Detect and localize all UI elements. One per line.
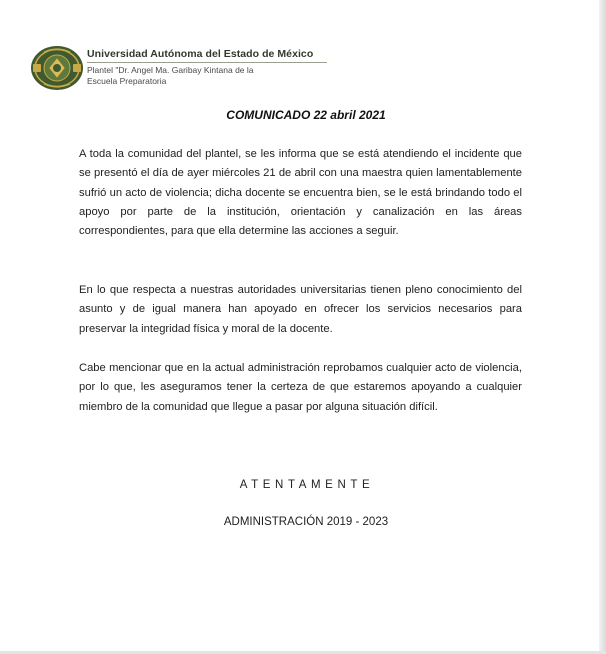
closing-salutation: ATENTAMENTE [239, 479, 375, 491]
page-edge-shadow [599, 0, 606, 654]
plantel-line-1: Plantel "Dr. Angel Ma. Garibay Kintana de la [87, 65, 254, 75]
signature-administration: ADMINISTRACIÓN 2019 - 2023 [223, 516, 389, 528]
paragraph-2: En lo que respecta a nuestras autoridades universitarias tienen pleno conocimiento del asunto y de igual manera han apoyado en ofrecer los servicios necesarios para preservar la integridad física y moral de la docente. [79, 284, 522, 335]
plantel-name [87, 65, 254, 87]
letterhead-divider [87, 62, 327, 63]
plantel-line-2: Escuela Preparatoria [87, 76, 167, 86]
paragraph-1: A toda la comunidad del plantel, se les informa que se está atendiendo el incidente que se presentó el día de ayer miércoles 21 de abril con una maestra quien lamentablemente sufrió un acto de violencia; dicha docente se encuentra bien, se le está brindando todo el apoyo por parte de la institución, orientación y canalización en las áreas correspondientes, para que ella determine las acciones a seguir. [79, 148, 522, 238]
letterhead [30, 44, 330, 92]
university-seal-icon [30, 44, 84, 92]
university-name: Universidad Autónoma del Estado de México [87, 48, 314, 60]
document-title: COMUNICADO 22 abril 2021 [226, 108, 386, 122]
paragraph-3: Cabe mencionar que en la actual administración reprobamos cualquier acto de violencia, por lo que, les aseguramos tener la certeza de que estaremos apoyando a cualquier miembro de la comunidad que llegue a pasar por alguna situación difícil. [79, 362, 522, 413]
